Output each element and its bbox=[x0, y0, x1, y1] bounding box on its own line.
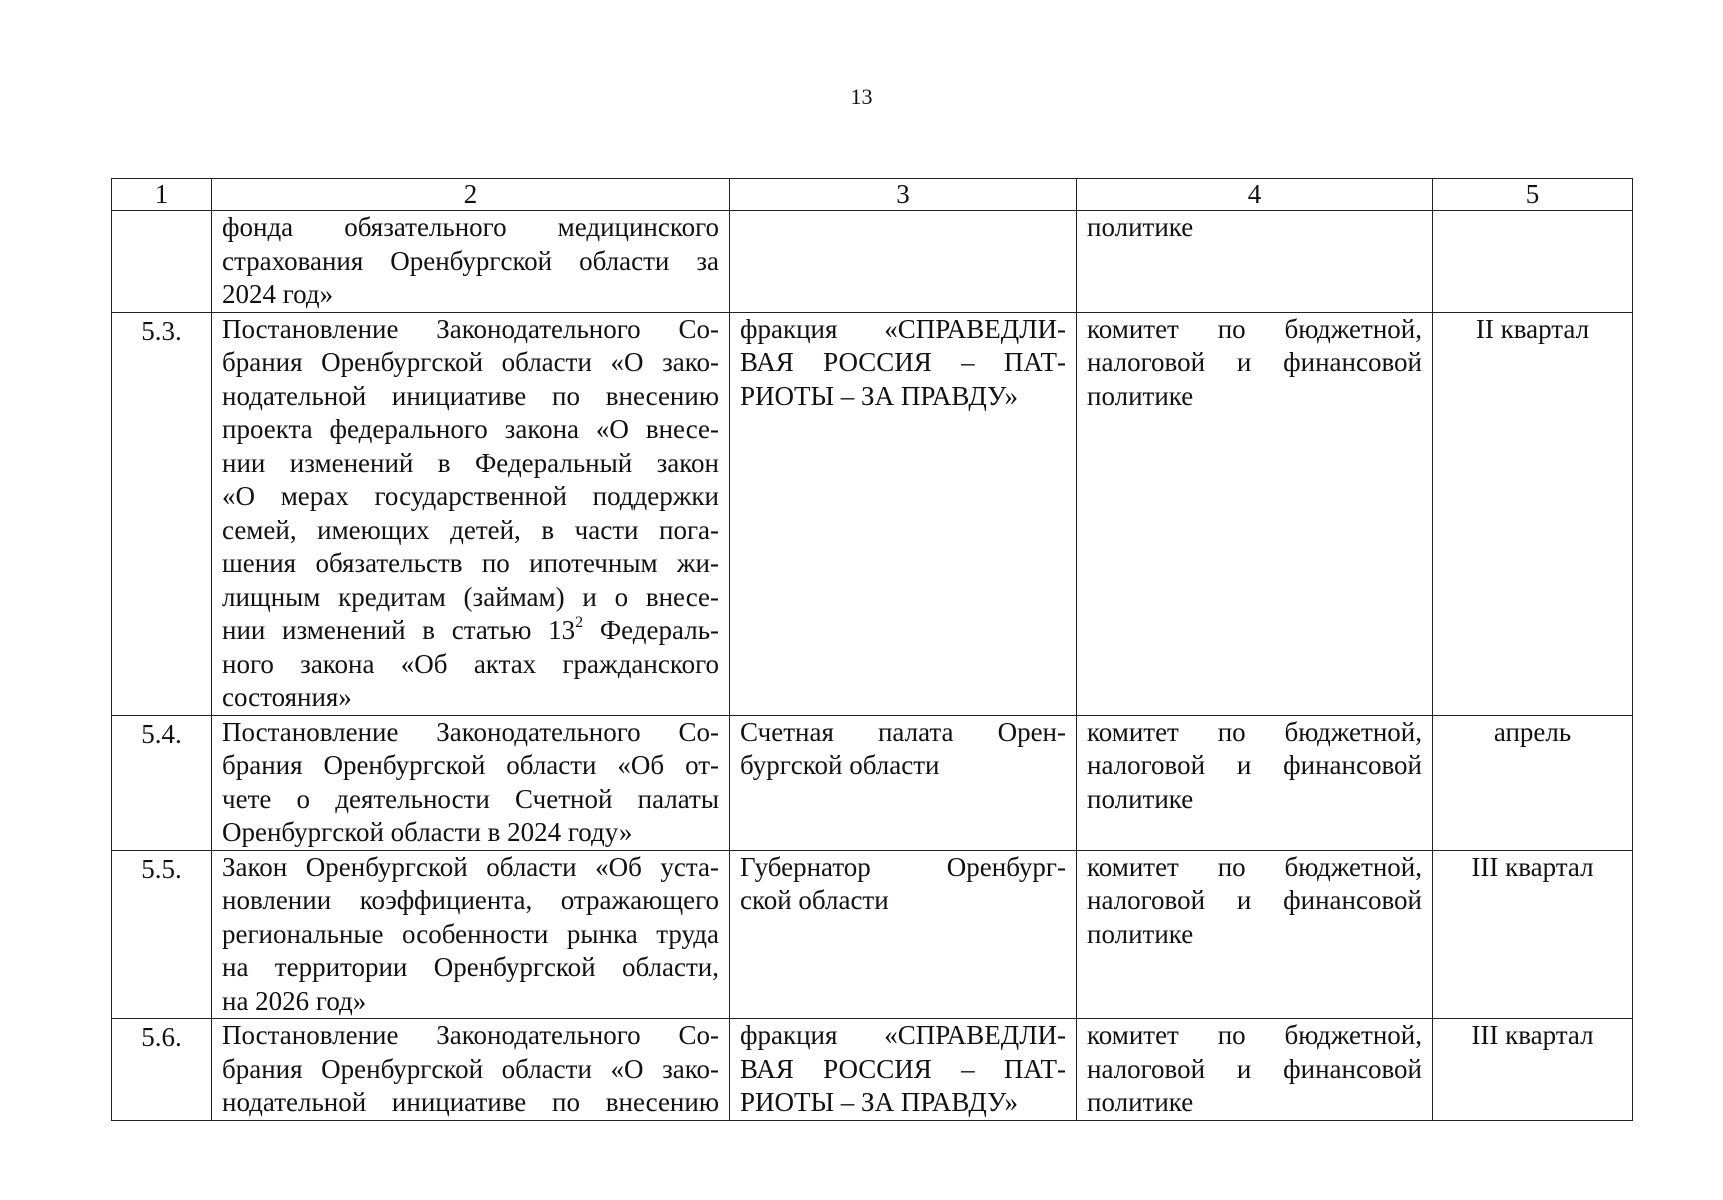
title-line-with-superscript bbox=[222, 614, 719, 648]
page-number: 13 bbox=[850, 84, 873, 109]
title-line: Постановление Законодательного Со- bbox=[222, 716, 719, 747]
table-header-row bbox=[112, 179, 1633, 211]
initiator bbox=[730, 1019, 1077, 1121]
committee-line: политике bbox=[1087, 918, 1194, 949]
title-line: новлении коэффициента, отражающего bbox=[222, 885, 719, 915]
document-title bbox=[212, 211, 730, 313]
initiator-line: РИОТЫ – ЗА ПРАВДУ» bbox=[740, 380, 1019, 411]
committee-line: налоговой и финансовой bbox=[1087, 1053, 1422, 1084]
title-line: «О мерах государственной поддержки bbox=[222, 481, 719, 511]
initiator-line: ской области bbox=[740, 885, 889, 915]
committee-line: комитет по бюджетной, bbox=[1087, 851, 1422, 882]
term: апрель bbox=[1433, 715, 1633, 850]
row-number: 5.4. bbox=[112, 715, 212, 850]
term: III квартал bbox=[1433, 1019, 1633, 1121]
committee bbox=[1077, 715, 1433, 850]
title-line: Постановление Законодательного Со- bbox=[222, 1020, 719, 1050]
title-line-text: нии изменений в статью 13 bbox=[222, 615, 576, 645]
title-line: нии изменений в Федеральный закон bbox=[222, 447, 719, 478]
title-line: проекта федерального закона «О внесе- bbox=[222, 414, 719, 444]
committee-line: налоговой и финансовой bbox=[1087, 750, 1422, 780]
initiator bbox=[730, 850, 1077, 1019]
column-header-2: 2 bbox=[212, 179, 730, 211]
initiator bbox=[730, 312, 1077, 715]
document-title bbox=[212, 850, 730, 1019]
initiator-line: фракция «СПРАВЕДЛИ- bbox=[740, 1020, 1066, 1050]
row-number: 5.6. bbox=[112, 1019, 212, 1121]
initiator-line: РИОТЫ – ЗА ПРАВДУ» bbox=[740, 1087, 1019, 1117]
term bbox=[1433, 211, 1633, 313]
initiator-line: ВАЯ РОССИЯ – ПАТ- bbox=[740, 1053, 1066, 1084]
title-line: брания Оренбургской области «О зако- bbox=[222, 1053, 719, 1084]
row-number: 5.5. bbox=[112, 850, 212, 1019]
table-row bbox=[112, 850, 1633, 1019]
title-line: нодательной инициативе по внесению bbox=[222, 380, 719, 411]
committee bbox=[1077, 312, 1433, 715]
initiator-line: Губернатор Оренбург- bbox=[740, 851, 1066, 882]
initiator-line: ВАЯ РОССИЯ – ПАТ- bbox=[740, 347, 1066, 377]
title-line: Закон Оренбургской области «Об уста- bbox=[222, 851, 719, 882]
title-line: состояния» bbox=[222, 682, 352, 712]
initiator-line: фракция «СПРАВЕДЛИ- bbox=[740, 313, 1066, 344]
document-title bbox=[212, 1019, 730, 1121]
title-line: страхования Оренбургской области за bbox=[222, 245, 719, 276]
document-title bbox=[212, 715, 730, 850]
title-line: семей, имеющих детей, в части пога- bbox=[222, 514, 719, 545]
table-row bbox=[112, 312, 1633, 715]
initiator-line: Счетная палата Орен- bbox=[740, 716, 1066, 747]
title-line: нодательной инициативе по внесению bbox=[222, 1087, 719, 1117]
title-line: Оренбургской области в 2024 году» bbox=[222, 817, 633, 847]
title-line: 2024 год» bbox=[222, 279, 334, 309]
document-title bbox=[212, 312, 730, 715]
title-line: фонда обязательного медицинского bbox=[222, 212, 719, 242]
committee-line: налоговой и финансовой bbox=[1087, 347, 1422, 377]
title-line: региональные особенности рынка труда bbox=[222, 918, 719, 949]
title-line: брания Оренбургской области «О зако- bbox=[222, 347, 719, 377]
title-line: брания Оренбургской области «Об от- bbox=[222, 750, 719, 780]
committee-line: политике bbox=[1087, 1087, 1194, 1117]
committee-line: налоговой и финансовой bbox=[1087, 885, 1422, 915]
title-line-text: Федераль- bbox=[583, 615, 719, 645]
row-number: 5.3. bbox=[112, 312, 212, 715]
committee-line: политике bbox=[1087, 783, 1194, 814]
row-number bbox=[112, 211, 212, 313]
superscript: 2 bbox=[575, 614, 584, 631]
committee-line: политике bbox=[1087, 212, 1194, 242]
column-header-4: 4 bbox=[1077, 179, 1433, 211]
title-line: Постановление Законодательного Со- bbox=[222, 313, 719, 344]
title-line: чете о деятельности Счетной палаты bbox=[222, 783, 719, 814]
committee bbox=[1077, 850, 1433, 1019]
initiator bbox=[730, 715, 1077, 850]
committee-line: комитет по бюджетной, bbox=[1087, 1020, 1422, 1050]
title-line: шения обязательств по ипотечным жи- bbox=[222, 548, 719, 578]
initiator bbox=[730, 211, 1077, 313]
title-line: на территории Оренбургской области, bbox=[222, 952, 719, 982]
title-line: ного закона «Об актах гражданского bbox=[222, 648, 719, 679]
committee bbox=[1077, 211, 1433, 313]
committee-line: политике bbox=[1087, 380, 1194, 411]
table-row bbox=[112, 715, 1633, 850]
column-header-3: 3 bbox=[730, 179, 1077, 211]
committee-line: комитет по бюджетной, bbox=[1087, 716, 1422, 747]
column-header-5: 5 bbox=[1433, 179, 1633, 211]
committee-line: комитет по бюджетной, bbox=[1087, 313, 1422, 344]
table-row bbox=[112, 1019, 1633, 1121]
term: II квартал bbox=[1433, 312, 1633, 715]
column-header-1: 1 bbox=[112, 179, 212, 211]
title-line: лищным кредитам (займам) и о внесе- bbox=[222, 581, 719, 612]
committee bbox=[1077, 1019, 1433, 1121]
legislative-plan-table bbox=[111, 178, 1633, 1121]
term: III квартал bbox=[1433, 850, 1633, 1019]
table-row bbox=[112, 211, 1633, 313]
initiator-line: бургской области bbox=[740, 750, 940, 780]
title-line: на 2026 год» bbox=[222, 985, 367, 1016]
